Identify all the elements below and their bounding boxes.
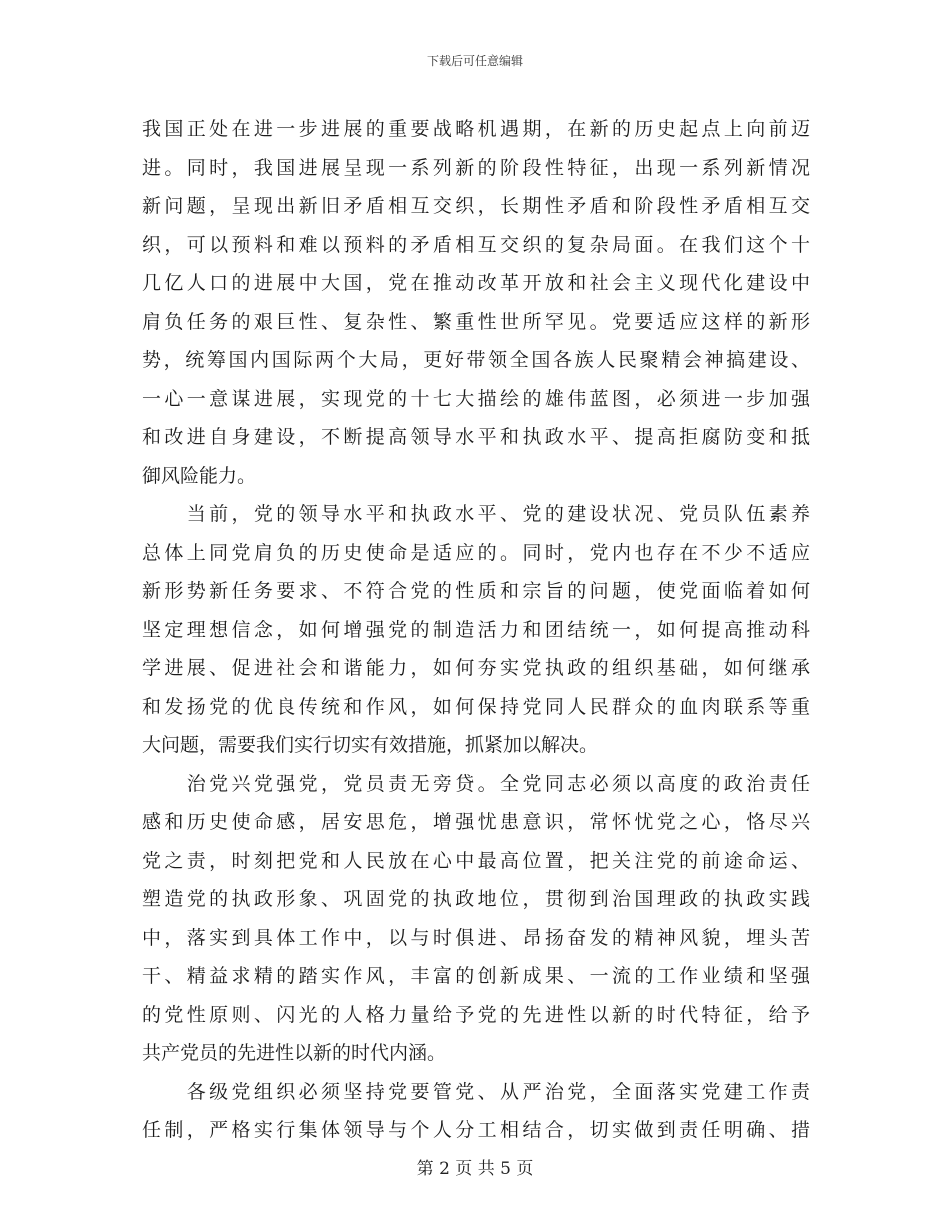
text-line: 织，可以预料和难以预料的矛盾相互交织的复杂局面。在我们这个十 [142, 233, 810, 256]
text-line: 我国正处在进一步进展的重要战略机遇期，在新的历史起点上向前迈 [142, 118, 810, 140]
text-line: 大问题，需要我们实行切实有效措施，抓紧加以解决。 [142, 734, 599, 756]
text-line: 总体上同党肩负的历史使命是适应的。同时，党内也存在不少不适应 [142, 541, 810, 564]
paragraph [142, 765, 810, 1073]
text-line: 学进展、促进社会和谐能力，如何夯实党执政的组织基础，如何继承 [142, 657, 810, 679]
text-line: 一心一意谋进展，实现党的十七大描绘的雄伟蓝图，必须进一步加强 [142, 387, 810, 410]
paragraph [142, 110, 810, 495]
text-line: 各级党组织必须坚持党要管党、从严治党，全面落实党建工作责 [142, 1080, 810, 1103]
text-line: 党之责，时刻把党和人民放在心中最高位置，把关注党的前途命运、 [142, 849, 810, 872]
paragraph [142, 495, 810, 765]
text-line: 当前，党的领导水平和执政水平、党的建设状况、党员队伍素养 [142, 503, 810, 525]
text-line: 势，统筹国内国际两个大局，更好带领全国各族人民聚精会神搞建设、 [142, 349, 810, 371]
text-line: 共产党员的先进性以新的时代内涵。 [142, 1042, 447, 1064]
page-header: 下载后可任意编辑 [426, 54, 523, 68]
text-line: 和发扬党的优良传统和作风，如何保持党同人民群众的血肉联系等重 [142, 695, 810, 718]
text-line: 和改进自身建设，不断提高领导水平和执政水平、提高拒腐防变和抵 [142, 426, 810, 448]
page-footer: 第 2 页 共 5 页 [416, 1159, 534, 1179]
text-line: 治党兴党强党，党员责无旁贷。全党同志必须以高度的政治责任 [142, 772, 810, 795]
text-line: 御风险能力。 [142, 464, 257, 487]
text-line: 肩负任务的艰巨性、复杂性、繁重性世所罕见。党要适应这样的新形 [142, 310, 810, 333]
document-body [142, 110, 810, 1150]
paragraph [142, 1073, 810, 1150]
text-line: 塑造党的执政形象、巩固党的执政地位，贯彻到治国理政的执政实践 [142, 888, 810, 910]
text-line: 干、精益求精的踏实作风，丰富的创新成果、一流的工作业绩和坚强 [142, 965, 810, 987]
text-line: 任制，严格实行集体领导与个人分工相结合，切实做到责任明确、措 [142, 1119, 810, 1141]
text-line: 新形势新任务要求、不符合党的性质和宗旨的问题，使党面临着如何 [142, 580, 810, 602]
text-line: 进。同时，我国进展呈现一系列新的阶段性特征，出现一系列新情况 [142, 156, 810, 179]
text-line: 几亿人口的进展中大国，党在推动改革开放和社会主义现代化建设中 [142, 272, 810, 294]
text-line: 感和历史使命感，居安思危，增强忧患意识，常怀忧党之心，恪尽兴 [142, 811, 810, 833]
text-line: 坚定理想信念，如何增强党的制造活力和团结统一，如何提高推动科 [142, 618, 810, 641]
text-line: 新问题，呈现出新旧矛盾相互交织，长期性矛盾和阶段性矛盾相互交 [142, 195, 810, 217]
text-line: 的党性原则、闪光的人格力量给予党的先进性以新的时代特征，给予 [142, 1003, 810, 1026]
text-line: 中，落实到具体工作中，以与时俱进、昂扬奋发的精神风貌，埋头苦 [142, 926, 810, 949]
